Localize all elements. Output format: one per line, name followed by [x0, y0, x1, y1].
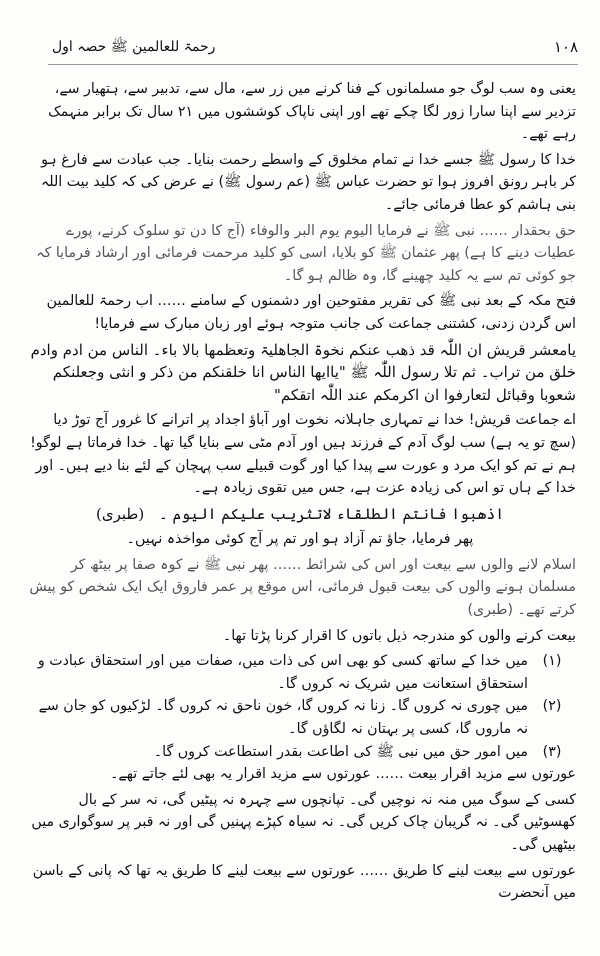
quote2-reference: (طبری)	[96, 504, 145, 523]
paragraph-3: حق بحقدار …… نبی ﷺ نے فرمایا الیوم یوم البر والوفاء (آج کا دن تو سلوک کرنے، پورے عطیات دینے کا ہے) پھر عثمان ﷺ کو بلایا، اسی کو کلید مرحمت فرمائی اور ارشاد فرمایا کہ جو کوئی تم سے یہ کلید چھینے گا، وہ ظالم ہو گا۔	[36, 222, 576, 284]
condition-item	[24, 650, 576, 695]
women-paragraph-1: عورتوں سے مزید اقرار بیعت …… عورتوں سے مزید اقرار یہ بھی لئے جاتے تھے۔	[110, 766, 576, 783]
condition-number: (۱)	[542, 653, 562, 670]
conditions-intro: بیعت کرنے والوں کو مندرجہ ذیل باتوں کا اقرار کرنا پڑتا تھا۔	[222, 627, 576, 644]
translation-paragraph: اے جماعت قریش! خدا نے تمہاری جاہلانہ نخوت اور آباؤ اجداد پر اترانے کا غرور آج توڑ دیا (سچ تو یہ ہے) سب لوگ آدم کے فرزند ہیں اور آدم مٹی سے بنایا گیا تھا۔ خدا فرماتا ہے لوگو! ہم نے تم کو ایک مرد و عورت سے پیدا کیا اور گوت قبیلے سب پہچان کے لئے بنا دیے ہیں۔ اور خدا کے ہاں تو اس کی زیادہ عزت ہے، جس میں تقوی زیادہ ہے۔	[30, 412, 576, 497]
condition-number: (۳)	[542, 743, 562, 760]
running-header: رحمۃ للعالمین ﷺ حصہ اول	[52, 39, 216, 55]
condition-item	[24, 741, 576, 764]
paragraph-2: خدا کا رسول ﷺ جسے خدا نے تمام مخلوق کے واسطے رحمت بنایا۔ جب عبادت سے فارغ ہو کر باہر رونق افروز ہوا تو حضرت عباس ﷺ (عم رسول ﷺ) نے عرض کی کہ کلید بیت اللہ بنی ہاشم کو عطا فرمائی جائے۔	[40, 151, 576, 213]
condition-text: میں چوری نہ کروں گا۔ زنا نہ کروں گا، خون ناحق نہ کروں گا۔ لڑکیوں کو جان سے نہ ماروں گا، کسی پر بہتان نہ لگاؤں گا۔	[38, 698, 528, 738]
page-number: ۱۰۸	[553, 38, 578, 56]
condition-item	[24, 695, 576, 740]
condition-text: میں امور حق میں نبی ﷺ کی اطاعت بقدر استطاعت کروں گا۔	[153, 743, 528, 760]
quote2-arabic	[24, 503, 576, 526]
women-paragraph-2: کسی کے سوگ میں منہ نہ نوچیں گی۔ تپانچوں سے چہرہ نہ پیٹیں گی، نہ سر کے بال کھسوٹیں گی۔ نہ گریبان چاک کریں گی۔ نہ سیاہ کپڑے پہنیں گی اور نہ قبر پر سوگواری میں بیٹھیں گی۔	[31, 791, 576, 853]
bayat-paragraph: اسلام لانے والوں سے بیعت اور اس کی شرائط …… پھر نبی ﷺ نے کوہ صفا پر بیٹھ کر مسلمان ہونے والوں کی بیعت قبول فرمائی، اس موقع پر عمر فاروق ایک ایک شخص کو پیش کرتے تھے۔ (طبری)	[29, 556, 576, 619]
women-paragraph-3: عورتوں سے بیعت لینے کا طریق …… عورتوں سے بیعت لینے کا طریق یہ تھا کہ پانی کے باسن میں آنحضرت	[32, 862, 576, 902]
page-body	[24, 78, 576, 908]
quote2-arabic-text: اذھبوا فانتم الطلقاء لاتثریب علیکم الیوم ۔	[158, 504, 504, 523]
quote2-urdu: پھر فرمایا، جاؤ تم آزاد ہو اور تم پر آج کوئی مواخذہ نہیں۔	[126, 531, 474, 548]
condition-text: میں خدا کے ساتھ کسی کو بھی اس کی ذات میں، صفات میں اور استحقاق عبادت و استحقاق استعانت میں شریک نہ کروں گا۔	[37, 653, 528, 692]
arabic-quote: یامعشر قریش ان اللّٰہ قد ذھب عنکم نخوۃ الجاھلیۃ وتعظمھا بالا باء۔ الناس من ادم وادم خلق من تراب۔ ثم تلا رسول اللّٰہ ﷺ "یاایھا الناس انا خلقنکم من ذکر و انثی وجعلنکم شعوبا وقبائل لتعارفوا ان اکرمکم عند اللّٰہ اتقکم"	[30, 340, 576, 404]
paragraph-1: یعنی وہ سب لوگ جو مسلمانوں کے فنا کرنے میں زر سے، مال سے، تدبیر سے، ہتھیار سے، تزدیر سے اپنا سارا زور لگا چکے تھے اور اپنی ناپاک کوششوں میں ۲۱ سال تک برابر منہمک رہے تھے۔	[48, 81, 576, 143]
condition-number: (۲)	[542, 698, 562, 715]
paragraph-4: فتح مکہ کے بعد نبی ﷺ کی تقریر مفتوحین اور دشمنوں کے سامنے …… اب رحمۃ للعالمین اس گردن زدنی، کشتنی جماعت کی جانب متوجہ ہوئے اور زبان مبارک سے فرمایا!	[46, 293, 576, 332]
header-divider	[48, 64, 578, 65]
